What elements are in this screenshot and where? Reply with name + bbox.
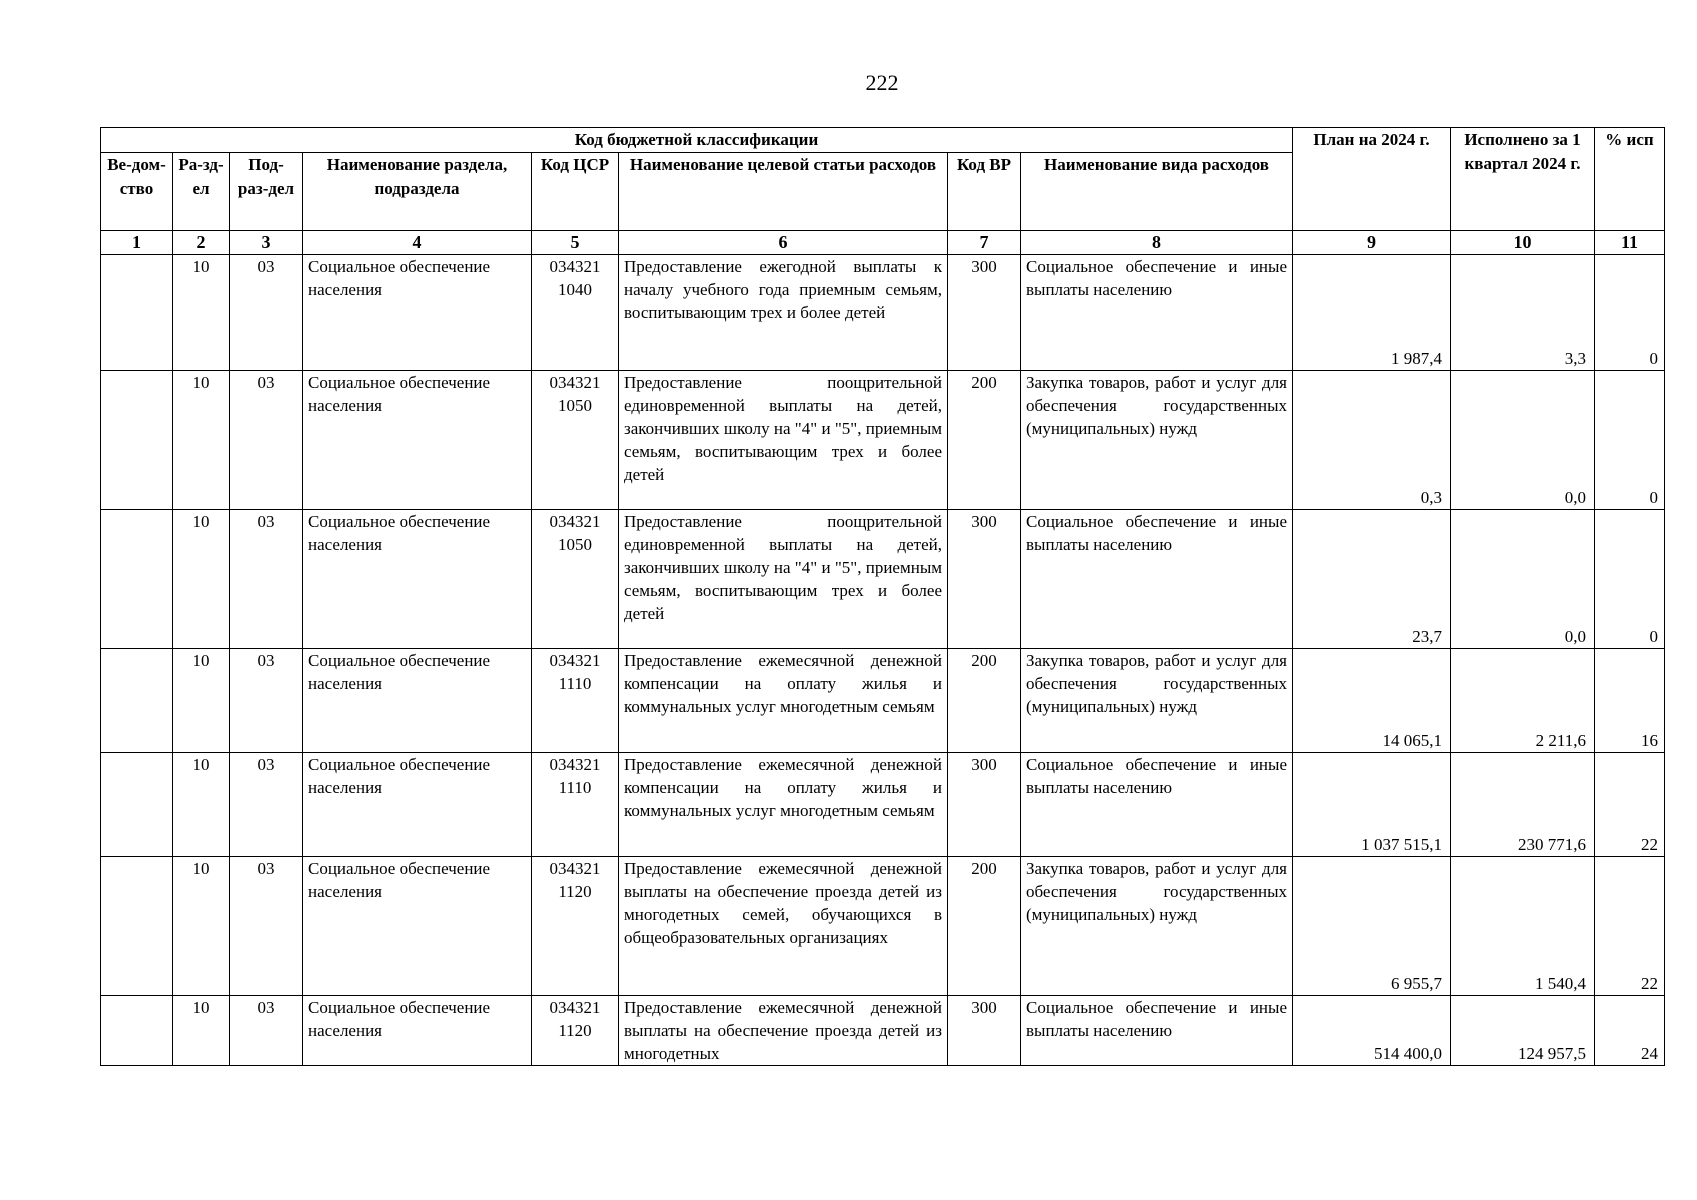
cell-executed: 1 540,4 — [1451, 857, 1595, 996]
cell-razdel: 10 — [173, 857, 230, 996]
header-percent: % исп — [1595, 128, 1665, 231]
cell-csr: 034321 1050 — [532, 371, 619, 510]
header-executed: Исполнено за 1 квартал 2024 г. — [1451, 128, 1595, 231]
header-section-name: Наименование раздела, подраздела — [303, 153, 532, 231]
cell-section-name: Социальное обеспечение населения — [303, 371, 532, 510]
cell-percent: 24 — [1595, 996, 1665, 1066]
cell-ved — [101, 753, 173, 857]
header-ved: Ве-дом-ство — [101, 153, 173, 231]
cell-target-name: Предоставление ежемесячной денежной выплаты на обеспечение проезда детей из многодетных — [619, 996, 948, 1066]
header-podrazdel: Под-раз-дел — [230, 153, 303, 231]
cell-percent: 0 — [1595, 510, 1665, 649]
cell-podrazdel: 03 — [230, 649, 303, 753]
header-razdel: Ра-зд-ел — [173, 153, 230, 231]
cell-section-name: Социальное обеспечение населения — [303, 753, 532, 857]
cell-vr: 200 — [948, 857, 1021, 996]
header-plan: План на 2024 г. — [1293, 128, 1451, 231]
table-row — [101, 510, 1665, 649]
cell-plan: 0,3 — [1293, 371, 1451, 510]
table-row — [101, 649, 1665, 753]
cell-expense-type: Социальное обеспечение и иные выплаты населению — [1021, 753, 1293, 857]
cell-ved — [101, 857, 173, 996]
cell-percent: 16 — [1595, 649, 1665, 753]
cell-plan: 6 955,7 — [1293, 857, 1451, 996]
cell-razdel: 10 — [173, 996, 230, 1066]
table-row — [101, 996, 1665, 1066]
cell-podrazdel: 03 — [230, 753, 303, 857]
cell-plan: 1 987,4 — [1293, 255, 1451, 371]
cell-expense-type: Закупка товаров, работ и услуг для обеспечения государственных (муниципальных) нужд — [1021, 649, 1293, 753]
cell-expense-type: Социальное обеспечение и иные выплаты населению — [1021, 996, 1293, 1066]
cell-plan: 514 400,0 — [1293, 996, 1451, 1066]
cell-percent: 22 — [1595, 857, 1665, 996]
cell-vr: 300 — [948, 996, 1021, 1066]
page-number: 222 — [865, 70, 899, 95]
cell-ved — [101, 255, 173, 371]
cell-expense-type: Закупка товаров, работ и услуг для обеспечения государственных (муниципальных) нужд — [1021, 371, 1293, 510]
cell-target-name: Предоставление ежегодной выплаты к началу учебного года приемным семьям, воспитывающим трех и более детей — [619, 255, 948, 371]
cell-section-name: Социальное обеспечение населения — [303, 255, 532, 371]
cell-razdel: 10 — [173, 371, 230, 510]
col-number: 7 — [948, 231, 1021, 255]
cell-executed: 230 771,6 — [1451, 753, 1595, 857]
cell-vr: 300 — [948, 255, 1021, 371]
col-number: 10 — [1451, 231, 1595, 255]
cell-section-name: Социальное обеспечение населения — [303, 510, 532, 649]
col-number: 9 — [1293, 231, 1451, 255]
cell-vr: 300 — [948, 753, 1021, 857]
col-number: 1 — [101, 231, 173, 255]
cell-razdel: 10 — [173, 510, 230, 649]
cell-csr: 034321 1120 — [532, 996, 619, 1066]
cell-ved — [101, 649, 173, 753]
cell-csr: 034321 1050 — [532, 510, 619, 649]
cell-expense-type: Закупка товаров, работ и услуг для обеспечения государственных (муниципальных) нужд — [1021, 857, 1293, 996]
col-number: 5 — [532, 231, 619, 255]
col-number: 11 — [1595, 231, 1665, 255]
cell-csr: 034321 1040 — [532, 255, 619, 371]
cell-ved — [101, 996, 173, 1066]
table-row — [101, 371, 1665, 510]
cell-ved — [101, 510, 173, 649]
cell-target-name: Предоставление ежемесячной денежной компенсации на оплату жилья и коммунальных услуг многодетным семьям — [619, 649, 948, 753]
cell-csr: 034321 1120 — [532, 857, 619, 996]
cell-section-name: Социальное обеспечение населения — [303, 649, 532, 753]
cell-executed: 3,3 — [1451, 255, 1595, 371]
col-number: 8 — [1021, 231, 1293, 255]
cell-expense-type: Социальное обеспечение и иные выплаты населению — [1021, 255, 1293, 371]
table-row — [101, 857, 1665, 996]
budget-table — [100, 127, 1665, 1066]
header-group-row — [101, 128, 1665, 153]
cell-executed: 0,0 — [1451, 510, 1595, 649]
cell-target-name: Предоставление поощрительной единовременной выплаты на детей, закончивших школу на "4" и "5", приемным семьям, воспитывающим трех и более детей — [619, 371, 948, 510]
cell-percent: 0 — [1595, 371, 1665, 510]
cell-podrazdel: 03 — [230, 255, 303, 371]
cell-executed: 0,0 — [1451, 371, 1595, 510]
cell-section-name: Социальное обеспечение населения — [303, 857, 532, 996]
cell-ved — [101, 371, 173, 510]
cell-target-name: Предоставление поощрительной единовременной выплаты на детей, закончивших школу на "4" и "5", приемным семьям, воспитывающим трех и более детей — [619, 510, 948, 649]
cell-executed: 124 957,5 — [1451, 996, 1595, 1066]
cell-csr: 034321 1110 — [532, 649, 619, 753]
header-expense-type: Наименование вида расходов — [1021, 153, 1293, 231]
header-target-name: Наименование целевой статьи расходов — [619, 153, 948, 231]
cell-plan: 23,7 — [1293, 510, 1451, 649]
table-row — [101, 255, 1665, 371]
cell-razdel: 10 — [173, 649, 230, 753]
cell-section-name: Социальное обеспечение населения — [303, 996, 532, 1066]
cell-expense-type: Социальное обеспечение и иные выплаты населению — [1021, 510, 1293, 649]
cell-executed: 2 211,6 — [1451, 649, 1595, 753]
col-number: 4 — [303, 231, 532, 255]
cell-razdel: 10 — [173, 255, 230, 371]
cell-vr: 200 — [948, 371, 1021, 510]
header-group-budget-classification: Код бюджетной классификации — [101, 128, 1293, 153]
cell-podrazdel: 03 — [230, 857, 303, 996]
cell-plan: 14 065,1 — [1293, 649, 1451, 753]
cell-target-name: Предоставление ежемесячной денежной выплаты на обеспечение проезда детей из многодетных семей, обучающихся в общеобразовательных организациях — [619, 857, 948, 996]
col-number: 3 — [230, 231, 303, 255]
col-number: 2 — [173, 231, 230, 255]
cell-podrazdel: 03 — [230, 996, 303, 1066]
cell-percent: 0 — [1595, 255, 1665, 371]
cell-razdel: 10 — [173, 753, 230, 857]
cell-csr: 034321 1110 — [532, 753, 619, 857]
header-numbers-row — [101, 231, 1665, 255]
cell-vr: 300 — [948, 510, 1021, 649]
header-csr: Код ЦСР — [532, 153, 619, 231]
col-number: 6 — [619, 231, 948, 255]
cell-plan: 1 037 515,1 — [1293, 753, 1451, 857]
cell-target-name: Предоставление ежемесячной денежной компенсации на оплату жилья и коммунальных услуг многодетным семьям — [619, 753, 948, 857]
cell-vr: 200 — [948, 649, 1021, 753]
cell-podrazdel: 03 — [230, 510, 303, 649]
cell-percent: 22 — [1595, 753, 1665, 857]
table-row — [101, 753, 1665, 857]
cell-podrazdel: 03 — [230, 371, 303, 510]
header-vr: Код ВР — [948, 153, 1021, 231]
